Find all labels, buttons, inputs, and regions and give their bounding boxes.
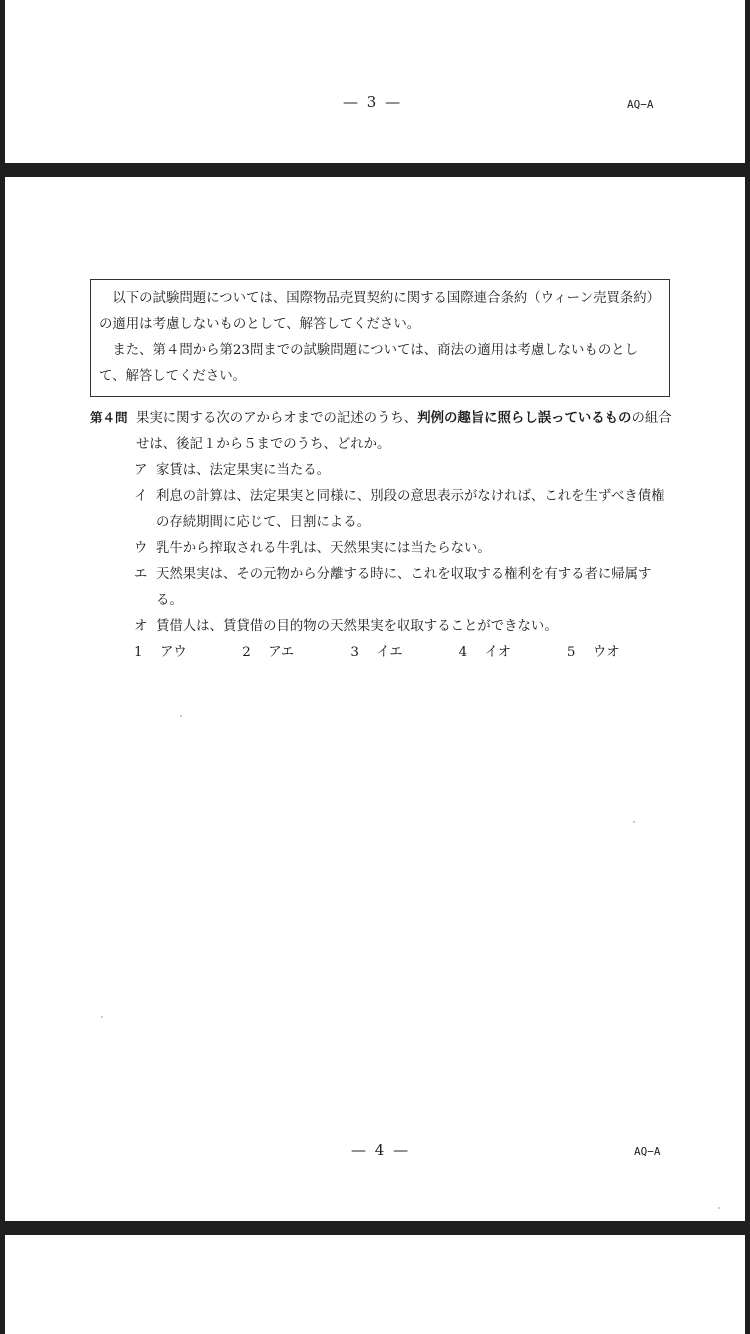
page-number: — 3 — — [343, 93, 403, 111]
stem-emphasis: 判例の趣旨に照らし誤っているもの — [417, 410, 632, 426]
choice-text: アウ — [160, 645, 187, 660]
option-o — [90, 614, 675, 640]
option-text: 賃借人は、賃貸借の目的物の天然果実を収取することができない。 — [156, 619, 558, 634]
question-stem — [136, 405, 675, 458]
scan-speck — [101, 1016, 103, 1018]
choice-number: 1 — [134, 645, 143, 660]
option-label: ア — [134, 463, 148, 478]
option-label: ウ — [134, 541, 148, 556]
option-text: 乳牛から搾取される牛乳は、天然果実には当たらない。 — [156, 541, 491, 556]
choice-number: 3 — [350, 645, 359, 660]
choice-text: アエ — [268, 645, 295, 660]
option-label: イ — [134, 489, 148, 504]
question-number: 第４問 — [90, 410, 128, 425]
option-label: エ — [134, 567, 148, 582]
notice-paragraph: 以下の試験問題については、国際物品売買契約に関する国際連合条約（ウィーン売買条約）の適用は考慮しないものとして、解答してください。 — [99, 291, 661, 332]
answer-choices — [90, 640, 675, 666]
answer-choice — [350, 640, 458, 666]
scan-speck — [180, 715, 182, 717]
next-page — [5, 1235, 745, 1334]
question-header — [90, 405, 675, 458]
option-label: オ — [134, 619, 148, 634]
exam-code: AQ−A — [634, 1145, 661, 1158]
answer-choice — [134, 640, 242, 666]
option-a — [90, 458, 675, 484]
stem-text: 果実に関する次のアからオまでの記述のうち、 — [136, 411, 418, 426]
choice-number: 5 — [566, 645, 576, 660]
choice-number: 4 — [458, 645, 468, 660]
choice-number: 2 — [242, 645, 251, 660]
choice-text: イエ — [376, 645, 403, 660]
answer-choice — [242, 640, 350, 666]
question-block — [90, 405, 675, 666]
option-text: 天然果実は、その元物から分離する時に、これを収取する権利を有する者に帰属する。 — [156, 567, 652, 608]
choice-text: ウオ — [592, 645, 620, 660]
answer-choice — [459, 640, 567, 666]
exam-code: AQ−A — [627, 98, 654, 111]
answer-choice — [567, 640, 675, 666]
scan-speck — [633, 821, 635, 823]
scan-speck — [718, 1207, 720, 1209]
notice-box — [90, 279, 670, 397]
option-text: 家賃は、法定果実に当たる。 — [156, 463, 331, 478]
option-e — [90, 562, 675, 614]
stem-text: の組合せは、後記１から５までのうち、どれか。 — [136, 411, 672, 452]
choice-text: イオ — [484, 645, 511, 660]
option-text: 利息の計算は、法定果実と同様に、別段の意思表示がなければ、これを生ずべき債権の存続期間に応じて、日割による。 — [156, 489, 665, 530]
option-i — [90, 484, 675, 536]
previous-page — [5, 0, 745, 163]
option-u — [90, 536, 675, 562]
current-page — [5, 177, 745, 1221]
notice-paragraph: また、第４問から第23問までの試験問題については、商法の適用は考慮しないものとして、解答してください。 — [99, 343, 639, 384]
page-number: — 4 — — [351, 1141, 411, 1159]
